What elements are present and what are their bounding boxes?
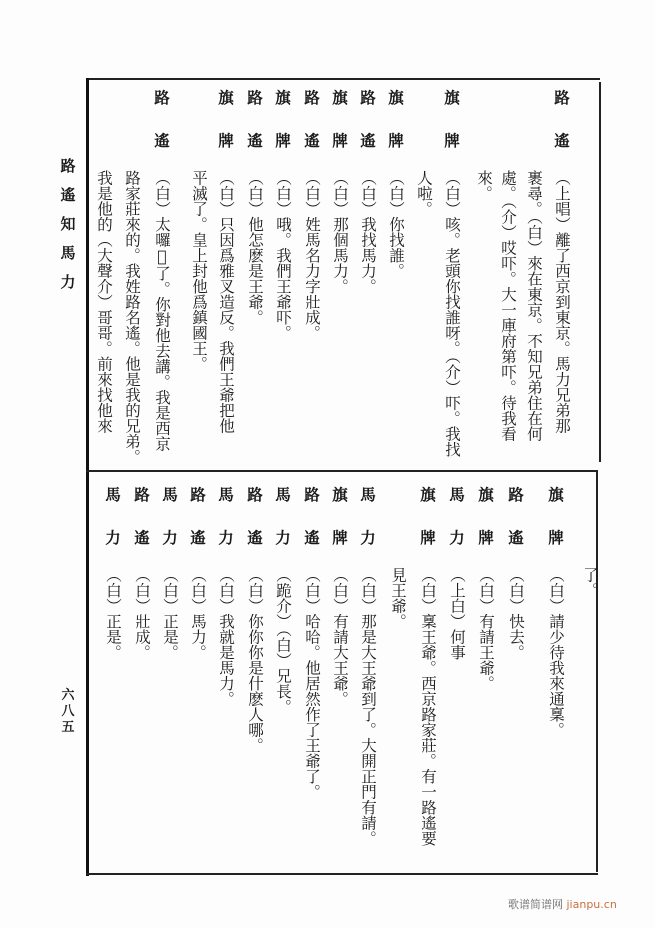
speaker-char: 路	[154, 88, 170, 107]
page-number	[58, 688, 78, 736]
speaker-char: 馬	[105, 485, 121, 504]
speaker-name	[273, 485, 293, 548]
dialogue-line: 人啦。	[415, 170, 433, 217]
speaker-name	[418, 485, 438, 548]
speaker-char: 路	[134, 485, 150, 504]
watermark-site-name: 歌谱简谱网	[508, 898, 563, 911]
dialogue-line: （白）壯成。	[133, 567, 151, 660]
dialogue-line: （白）有請王爺。	[477, 567, 495, 691]
speaker-char: 遙	[554, 131, 570, 150]
speaker-name	[330, 88, 350, 151]
speaker-char: 牌	[218, 131, 234, 150]
dialogue-line: （白）你找誰。	[387, 170, 405, 279]
dialogue-line: 裹尋。（白）來在東京。不知兄弟住在何	[525, 170, 543, 442]
running-title	[58, 152, 78, 297]
speaker-char: 馬	[218, 485, 234, 504]
speaker-name	[216, 88, 236, 151]
running-title-char: 力	[60, 273, 76, 291]
speaker-name	[216, 485, 236, 548]
speaker-name	[302, 88, 322, 151]
watermark	[508, 896, 617, 912]
speaker-name	[330, 485, 350, 548]
frame-left-rule	[86, 78, 89, 876]
dialogue-line: （白）你你你是什麽人哪。	[246, 567, 264, 753]
frame-bottom-rule	[86, 873, 598, 875]
speaker-char: 馬	[275, 485, 291, 504]
speaker-name	[546, 485, 566, 548]
running-title-char: 馬	[60, 244, 76, 262]
dialogue-line: （白）我就是馬力。	[217, 567, 235, 707]
speaker-char: 路	[554, 88, 570, 107]
watermark-url: jianpu.cn	[566, 898, 617, 911]
speaker-char: 力	[360, 528, 376, 547]
dialogue-line: （白）姓馬名力字壯成。	[303, 170, 321, 341]
speaker-char: 路	[508, 485, 524, 504]
speaker-char: 旗	[332, 485, 348, 504]
dialogue-line: （白）我找馬力。	[359, 170, 377, 294]
dialogue-line: （白）馬力。	[189, 567, 207, 660]
speaker-char: 遙	[247, 131, 263, 150]
section-divider	[86, 470, 598, 472]
speaker-char: 馬	[162, 485, 178, 504]
dialogue-line: （白）正是。	[161, 567, 179, 660]
dialogue-line: （白）他怎麽是王爺。	[246, 170, 264, 325]
frame-right-rule-bottom	[596, 472, 598, 872]
dialogue-line: （白）哈哈。他居然作了王爺了。	[303, 567, 321, 800]
speaker-char: 路	[304, 88, 320, 107]
dialogue-line: （白）有請大王爺。	[331, 567, 349, 707]
speaker-name	[442, 88, 462, 151]
speaker-char: 旗	[478, 485, 494, 504]
page-number-char: 八	[61, 704, 75, 719]
speaker-name	[476, 485, 496, 548]
running-title-char: 知	[60, 215, 76, 233]
page-number-char: 六	[61, 688, 75, 703]
page-number-char: 五	[61, 720, 75, 735]
dialogue-line: 來。	[475, 170, 493, 201]
speaker-char: 牌	[388, 131, 404, 150]
speaker-name	[188, 485, 208, 548]
speaker-char: 旗	[388, 88, 404, 107]
dialogue-line: （白）咳。老頭你找誰呀。（介）吓。我找	[443, 170, 461, 457]
speaker-char: 馬	[360, 485, 376, 504]
speaker-char: 遙	[508, 528, 524, 547]
speaker-char: 牌	[548, 528, 564, 547]
running-title-char: 路	[60, 157, 76, 175]
speaker-name	[447, 485, 467, 548]
speaker-char: 遙	[190, 528, 206, 547]
dialogue-line: （上唱）離了西京到東京。馬力兄弟那	[553, 170, 571, 434]
dialogue-line: 我是他的（大聲介）哥哥。前來找他來	[95, 170, 113, 434]
dialogue-line: （白）太囉𪉑了。你對他去講。我是西京	[153, 170, 171, 452]
speaker-char: 旗	[332, 88, 348, 107]
speaker-char: 路	[190, 485, 206, 504]
speaker-name	[245, 88, 265, 151]
dialogue-line: 了。	[581, 567, 599, 598]
frame-right-rule-top	[599, 82, 601, 462]
speaker-char: 力	[162, 528, 178, 547]
dialogue-line: （白）那是大王爺到了。大開正門有請。	[359, 567, 377, 846]
speaker-char: 馬	[449, 485, 465, 504]
speaker-char: 旗	[275, 88, 291, 107]
speaker-name	[152, 88, 172, 151]
speaker-char: 路	[247, 88, 263, 107]
speaker-char: 力	[275, 528, 291, 547]
running-title-char: 遙	[60, 186, 76, 204]
dialogue-line: （白）稟王爺。西京路家莊。有一路遙要	[419, 567, 437, 846]
dialogue-line: 平滅了。皇上封他爲鎮國王。	[190, 170, 208, 372]
speaker-char: 旗	[444, 88, 460, 107]
speaker-name	[386, 88, 406, 151]
speaker-char: 遙	[134, 528, 150, 547]
speaker-char: 旗	[420, 485, 436, 504]
speaker-name	[358, 485, 378, 548]
frame-top-rule	[86, 78, 600, 80]
speaker-char: 牌	[444, 131, 460, 150]
speaker-char: 路	[304, 485, 320, 504]
speaker-char: 牌	[275, 131, 291, 150]
speaker-name	[245, 485, 265, 548]
speaker-name	[103, 485, 123, 548]
speaker-char: 遙	[304, 131, 320, 150]
dialogue-line: （白）只因爲雅叉造反。我們王爺把他	[217, 170, 235, 434]
speaker-char: 力	[218, 528, 234, 547]
dialogue-line: （白）那個馬力。	[331, 170, 349, 294]
dialogue-line: 路家莊來的。我姓路名遙。他是我的兄弟。	[123, 170, 141, 465]
dialogue-line: （白）請少待我來通稟。	[547, 567, 565, 738]
speaker-char: 遙	[247, 528, 263, 547]
speaker-char: 路	[247, 485, 263, 504]
speaker-char: 牌	[420, 528, 436, 547]
speaker-char: 路	[360, 88, 376, 107]
speaker-name	[358, 88, 378, 151]
speaker-char: 遙	[360, 131, 376, 150]
speaker-name	[302, 485, 322, 548]
dialogue-line: （上白）何事	[448, 567, 466, 660]
speaker-char: 旗	[218, 88, 234, 107]
speaker-char: 力	[105, 528, 121, 547]
speaker-name	[160, 485, 180, 548]
dialogue-line: （跪介）（白）兄長。	[274, 567, 292, 715]
dialogue-line: （白）快去。	[507, 567, 525, 660]
speaker-char: 牌	[478, 528, 494, 547]
speaker-char: 牌	[332, 528, 348, 547]
speaker-name	[273, 88, 293, 151]
speaker-char: 力	[449, 528, 465, 547]
dialogue-line: 見王爺。	[389, 567, 407, 629]
dialogue-line: 處。（介）哎吓。大一庫府第吓。待我看	[499, 170, 517, 442]
speaker-char: 遙	[154, 131, 170, 150]
speaker-name	[506, 485, 526, 548]
speaker-char: 旗	[548, 485, 564, 504]
dialogue-line: （白）正是。	[104, 567, 122, 660]
speaker-char: 遙	[304, 528, 320, 547]
speaker-char: 牌	[332, 131, 348, 150]
dialogue-line: （白）哦。我們王爺吓。	[274, 170, 292, 341]
speaker-name	[552, 88, 572, 151]
speaker-name	[132, 485, 152, 548]
